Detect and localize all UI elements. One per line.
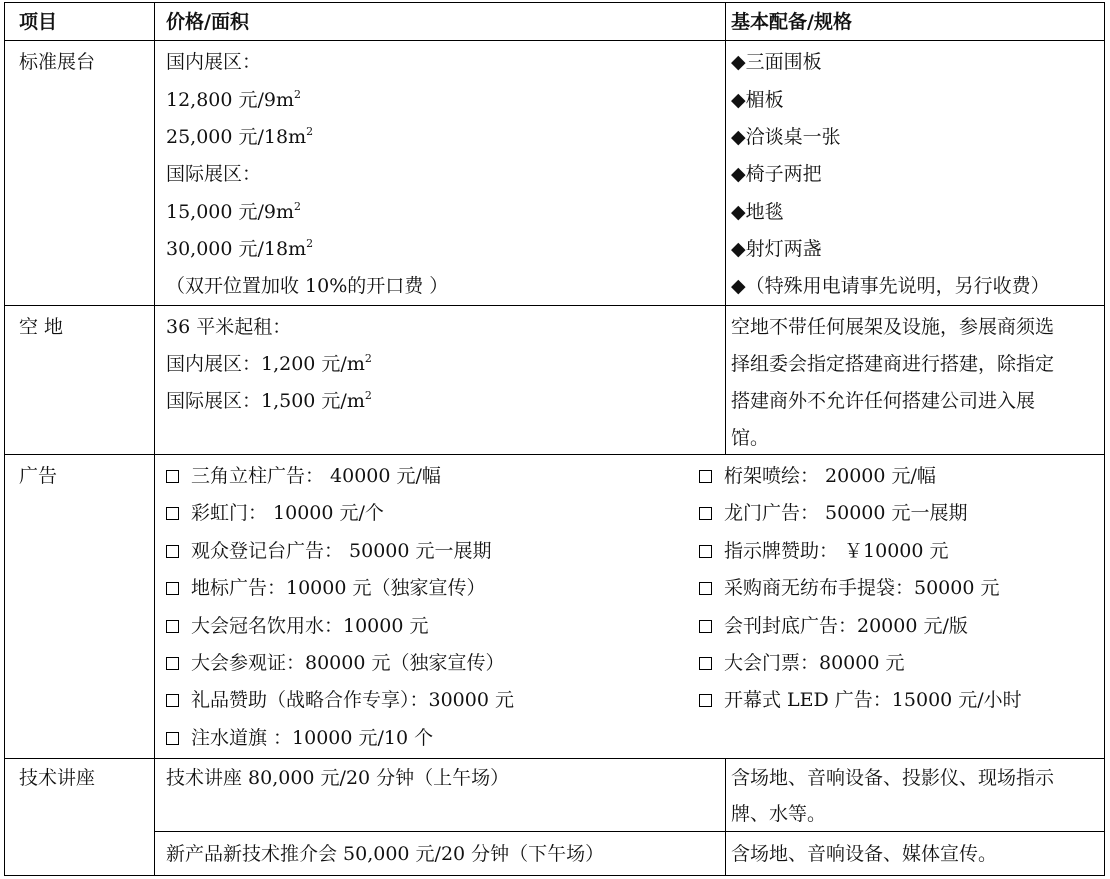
ads-label: 广告 (19, 465, 58, 487)
standard-booth-label: 标准展台 (19, 51, 96, 73)
rule-bottom (4, 875, 1105, 876)
standard-price-note: （双开位置加收 10%的开口费 ） (166, 275, 449, 297)
checkbox-icon[interactable] (166, 657, 179, 670)
checkbox-icon[interactable] (699, 657, 712, 670)
checkbox-icon[interactable] (166, 507, 179, 520)
ad-option-right: 会刊封底广告：20000 元/版 (699, 614, 968, 638)
rule-col2-lower (725, 758, 726, 876)
seminar-label: 技术讲座 (19, 767, 96, 789)
ad-option-right: 指示牌赞助： ￥10000 元 (699, 539, 949, 563)
space-note-line: 搭建商外不允许任何搭建公司进入展 (731, 390, 1036, 412)
rule-seminar-mid (154, 831, 1105, 832)
ad-option-left: 大会冠名饮用水：10000 元 (166, 614, 428, 638)
checkbox-icon[interactable] (699, 694, 712, 707)
ad-option-left: 地标广告：10000 元（独家宣传） (166, 576, 485, 600)
equipment-item: ◆楣板 (731, 89, 784, 111)
standard-price-line: 国内展区： (166, 51, 262, 73)
checkbox-icon[interactable] (699, 507, 712, 520)
rule-ads (4, 758, 1105, 759)
rule-standard (4, 305, 1105, 306)
price-table (4, 2, 1105, 876)
checkbox-icon[interactable] (699, 545, 712, 558)
ad-option-right: 龙门广告： 50000 元一展期 (699, 501, 968, 525)
rule-space (4, 454, 1105, 455)
space-note-line: 择组委会指定搭建商进行搭建，除指定 (731, 353, 1055, 375)
ad-option-left: 礼品赞助（战略合作专享）：30000 元 (166, 688, 514, 712)
seminar-afternoon-price: 新产品新技术推介会 50,000 元/20 分钟（下午场） (166, 843, 605, 865)
seminar-morning-price: 技术讲座 80,000 元/20 分钟（上午场） (166, 767, 510, 789)
checkbox-icon[interactable] (166, 694, 179, 707)
ad-option-right: 开幕式 LED 广告：15000 元/小时 (699, 688, 1022, 712)
space-label: 空 地 (19, 316, 64, 338)
equipment-item: ◆椅子两把 (731, 163, 822, 185)
seminar-morning-spec: 含场地、音响设备、投影仪、现场指示 (731, 767, 1055, 789)
standard-price-line: 25,000 元$/18m^2$ (166, 125, 314, 148)
space-note-line: 馆。 (731, 427, 770, 449)
checkbox-icon[interactable] (166, 545, 179, 558)
ad-option-left: 彩虹门： 10000 元/个 (166, 501, 384, 525)
equipment-item: ◆三面围板 (731, 51, 822, 73)
header-spec: 基本配备/规格 (731, 11, 852, 33)
equipment-item: ◆洽谈桌一张 (731, 126, 841, 148)
ad-option-right: 大会门票：80000 元 (699, 651, 904, 675)
rule-top (4, 2, 1105, 3)
seminar-morning-spec: 牌、水等。 (731, 803, 827, 825)
ad-option-right: 桁架喷绘： 20000 元/幅 (699, 464, 936, 488)
space-price-line: 36 平米起租： (166, 316, 292, 338)
seminar-afternoon-spec: 含场地、音响设备、媒体宣传。 (731, 843, 998, 865)
space-price-line: 国际展区：1,500 元$/m^2$ (166, 389, 372, 412)
ad-option-right: 采购商无纺布手提袋：50000 元 (699, 576, 999, 600)
space-note-line: 空地不带任何展架及设施，参展商须选 (731, 316, 1055, 338)
checkbox-icon[interactable] (166, 732, 179, 745)
ad-option-left: 大会参观证：80000 元（独家宣传） (166, 651, 504, 675)
equipment-item: ◆（特殊用电请事先说明，另行收费） (731, 275, 1050, 297)
rule-right (1104, 2, 1105, 876)
checkbox-icon[interactable] (699, 470, 712, 483)
standard-price-line: 国际展区： (166, 163, 262, 185)
standard-price-line: 12,800 元$/9m^2$ (166, 88, 302, 111)
checkbox-icon[interactable] (699, 582, 712, 595)
header-item: 项目 (19, 11, 58, 33)
header-price: 价格/面积 (166, 11, 249, 33)
checkbox-icon[interactable] (166, 470, 179, 483)
equipment-item: ◆射灯两盏 (731, 238, 822, 260)
equipment-item: ◆地毯 (731, 201, 784, 223)
ad-option-left: 观众登记台广告： 50000 元一展期 (166, 539, 492, 563)
ad-option-left: 三角立柱广告： 40000 元/幅 (166, 464, 441, 488)
space-price-line: 国内展区：1,200 元$/m^2$ (166, 352, 372, 375)
checkbox-icon[interactable] (166, 620, 179, 633)
rule-col1 (154, 2, 155, 876)
checkbox-icon[interactable] (699, 620, 712, 633)
ad-option-left: 注水道旗 ：10000 元/10 个 (166, 726, 433, 750)
checkbox-icon[interactable] (166, 582, 179, 595)
standard-price-line: 30,000 元$/18m^2$ (166, 237, 314, 260)
rule-header (4, 40, 1105, 41)
rule-col2-upper (725, 2, 726, 455)
rule-left (4, 2, 5, 876)
standard-price-line: 15,000 元$/9m^2$ (166, 200, 302, 223)
